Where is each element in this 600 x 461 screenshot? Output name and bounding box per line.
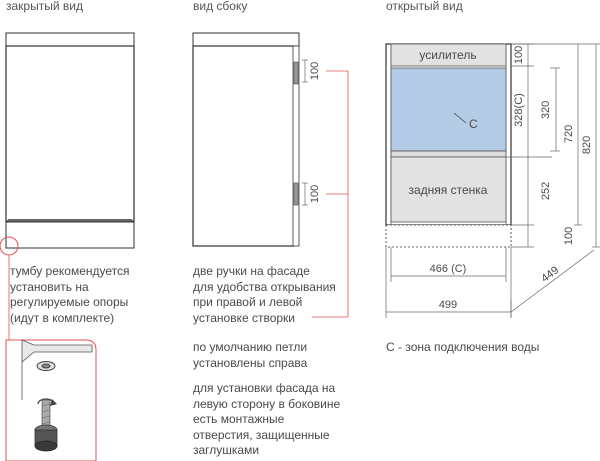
open-dim-bottom: 100: [563, 226, 575, 246]
open-dim-top: 100: [513, 45, 525, 65]
side-dimension-bottom: [302, 183, 308, 205]
title-closed-view: закрытый вид: [6, 0, 83, 13]
zone-label: C: [469, 117, 478, 131]
open-dim-inner: 320: [540, 100, 552, 120]
open-dim-width-c: 466 (C): [429, 263, 467, 275]
water-connection-zone: [391, 68, 506, 151]
open-dim-width: 499: [438, 299, 458, 311]
adjustable-leg-detail: [6, 340, 96, 461]
side-dim-top-label: 100: [309, 61, 321, 81]
shelf: [391, 151, 506, 157]
back-wall-label: задняя стенка: [408, 183, 488, 197]
amplifier-label: усилитель: [419, 48, 477, 62]
open-dim-height-total: 820: [581, 135, 593, 155]
closed-view-cabinet: [6, 33, 134, 248]
side-view-cabinet: [193, 33, 299, 246]
plinth: [386, 225, 511, 247]
side-dim-bottom-label: 100: [309, 184, 321, 204]
side-dimension-top: [302, 60, 308, 82]
zone-legend: С - зона подключения воды: [386, 340, 540, 354]
handles-note: две ручки на фасаде для удобства открывания при правой и левой установке створки: [193, 264, 336, 325]
hinges-note: по умолчанию петли установлены справа: [193, 340, 308, 370]
dimension-depth: [511, 250, 594, 318]
left-mount-note: для установки фасада на левую сторону в боковине есть монтажные отверстия, защищенные заглушками: [193, 381, 341, 457]
title-side-view: вид сбоку: [193, 0, 248, 13]
open-dim-inner-c: 328(C): [513, 93, 525, 127]
open-dim-height-inner: 720: [563, 124, 575, 144]
open-dim-lower: 252: [540, 181, 552, 201]
title-open-view: открытый вид: [386, 0, 463, 13]
open-dim-depth: 449: [539, 264, 562, 285]
legs-note: тумбу рекомендуется установить на регулируемые опоры (идут в комплекте): [10, 264, 130, 325]
